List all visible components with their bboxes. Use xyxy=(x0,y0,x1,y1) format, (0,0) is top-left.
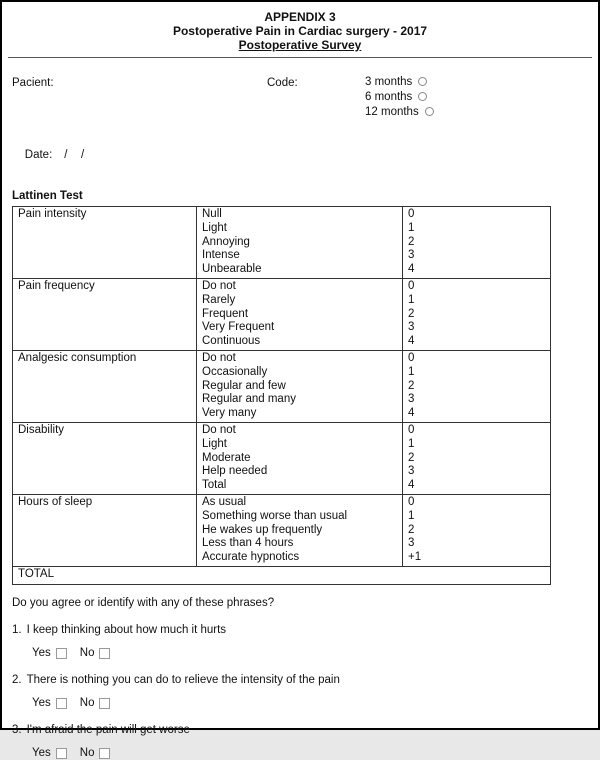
code-option-label: 12 months xyxy=(365,105,419,118)
lattinen-option-label: Very Frequent xyxy=(202,321,275,334)
yes-no-row xyxy=(32,647,588,660)
lattinen-score-value: 2 xyxy=(408,379,415,392)
appendix-title: APPENDIX 3 xyxy=(264,10,336,24)
lattinen-scores-cell xyxy=(403,422,551,494)
patient-label: Pacient: xyxy=(12,77,54,89)
lattinen-score-value: 4 xyxy=(408,335,415,348)
header-divider xyxy=(8,57,592,58)
lattinen-score-value: +1 xyxy=(408,551,422,564)
lattinen-row xyxy=(13,278,551,350)
lattinen-score-value: 1 xyxy=(408,221,415,234)
lattinen-options-cell xyxy=(197,494,403,566)
lattinen-option-label: Continuous xyxy=(202,335,261,348)
lattinen-score-value: 1 xyxy=(408,365,415,378)
lattinen-options-cell xyxy=(197,278,403,350)
lattinen-option-label: Null xyxy=(202,208,222,220)
document-header xyxy=(12,10,588,52)
lattinen-category: Analgesic consumption xyxy=(13,350,197,422)
code-option xyxy=(365,104,434,119)
date-value: / / xyxy=(64,149,86,161)
lattinen-table xyxy=(12,206,551,585)
lattinen-option-label: Light xyxy=(202,221,227,234)
lattinen-score-value: 2 xyxy=(408,235,415,248)
lattinen-option-label: As usual xyxy=(202,495,247,508)
lattinen-option-label: He wakes up frequently xyxy=(202,523,323,536)
lattinen-option-label: Very many xyxy=(202,407,257,420)
yes-checkbox[interactable] xyxy=(56,648,67,659)
no-label: No xyxy=(79,647,95,660)
lattinen-score-value: 4 xyxy=(408,263,415,276)
lattinen-score-value: 2 xyxy=(408,307,415,320)
code-option-label: 6 months xyxy=(365,90,413,103)
lattinen-total-row xyxy=(13,566,551,584)
questions-list xyxy=(12,623,588,760)
lattinen-score-value: 4 xyxy=(408,407,415,420)
lattinen-option-label: Something worse than usual xyxy=(202,509,348,522)
question-text xyxy=(12,723,588,737)
lattinen-option-label: Accurate hypnotics xyxy=(202,551,300,564)
yes-checkbox[interactable] xyxy=(56,748,67,759)
lattinen-score-value: 2 xyxy=(408,523,415,536)
lattinen-score-value: 3 xyxy=(408,249,415,262)
yes-label: Yes xyxy=(32,697,51,710)
lattinen-options-cell xyxy=(197,350,403,422)
lattinen-option-label: Unbearable xyxy=(202,263,262,276)
question-number: 1. xyxy=(12,623,22,636)
question-block xyxy=(12,623,588,660)
identification-row xyxy=(12,74,588,121)
yes-no-row xyxy=(32,747,588,760)
code-option-radio[interactable] xyxy=(418,77,427,86)
question-label: There is nothing you can do to relieve the intensity of the pain xyxy=(26,673,340,686)
code-options-group xyxy=(365,74,434,119)
question-number: 3. xyxy=(12,723,22,736)
lattinen-option-label: Regular and many xyxy=(202,393,296,406)
lattinen-option-label: Do not xyxy=(202,423,236,436)
lattinen-row xyxy=(13,494,551,566)
lattinen-scores-cell xyxy=(403,494,551,566)
code-option-label: 3 months xyxy=(365,75,413,88)
lattinen-row xyxy=(13,350,551,422)
lattinen-score-value: 3 xyxy=(408,393,415,406)
code-option xyxy=(365,74,434,89)
lattinen-title: Lattinen Test xyxy=(12,190,83,202)
lattinen-score-value: 4 xyxy=(408,479,415,492)
lattinen-option-label: Occasionally xyxy=(202,365,268,378)
question-text xyxy=(12,623,588,637)
lattinen-option-label: Help needed xyxy=(202,465,268,478)
no-label: No xyxy=(79,747,95,760)
lattinen-row xyxy=(13,422,551,494)
lattinen-option-label: Moderate xyxy=(202,451,251,464)
lattinen-score-value: 2 xyxy=(408,451,415,464)
lattinen-options-cell xyxy=(197,207,403,279)
lattinen-option-label: Annoying xyxy=(202,235,250,248)
lattinen-option-label: Do not xyxy=(202,351,236,364)
question-text xyxy=(12,673,588,687)
lattinen-score-value: 1 xyxy=(408,293,415,306)
lattinen-category: Hours of sleep xyxy=(13,494,197,566)
document-title: Postoperative Pain in Cardiac surgery - 2017 xyxy=(172,24,428,38)
lattinen-score-value: 0 xyxy=(408,495,415,508)
lattinen-scores-cell xyxy=(403,278,551,350)
lattinen-score-value: 3 xyxy=(408,465,415,478)
lattinen-score-value: 3 xyxy=(408,321,415,334)
yes-label: Yes xyxy=(32,647,51,660)
lattinen-option-label: Regular and few xyxy=(202,379,286,392)
no-checkbox[interactable] xyxy=(99,748,110,759)
lattinen-option-label: Frequent xyxy=(202,307,249,320)
lattinen-score-value: 3 xyxy=(408,537,415,550)
lattinen-scores-cell xyxy=(403,207,551,279)
code-option-radio[interactable] xyxy=(418,92,427,101)
lattinen-score-value: 0 xyxy=(408,423,415,436)
lattinen-option-label: Intense xyxy=(202,249,240,262)
lattinen-score-value: 0 xyxy=(408,279,415,292)
lattinen-options-cell xyxy=(197,422,403,494)
no-label: No xyxy=(79,697,95,710)
lattinen-option-label: Total xyxy=(202,479,227,492)
lattinen-option-label: Less than 4 hours xyxy=(202,537,294,550)
document-subtitle: Postoperative Survey xyxy=(238,38,362,52)
question-block xyxy=(12,673,588,710)
question-label: I keep thinking about how much it hurts xyxy=(26,623,227,636)
code-option xyxy=(365,89,434,104)
yes-checkbox[interactable] xyxy=(56,698,67,709)
lattinen-score-value: 1 xyxy=(408,509,415,522)
no-checkbox[interactable] xyxy=(99,648,110,659)
lattinen-score-value: 0 xyxy=(408,351,415,364)
lattinen-option-label: Rarely xyxy=(202,293,236,306)
lattinen-scores-cell xyxy=(403,350,551,422)
lattinen-row xyxy=(13,207,551,279)
lattinen-score-value: 0 xyxy=(408,208,415,220)
no-checkbox[interactable] xyxy=(99,698,110,709)
questions-intro: Do you agree or identify with any of these phrases? xyxy=(12,596,275,609)
code-label: Code: xyxy=(267,77,298,89)
lattinen-category: Pain intensity xyxy=(13,207,197,279)
lattinen-option-label: Do not xyxy=(202,279,236,292)
question-number: 2. xyxy=(12,673,22,686)
lattinen-total-label: TOTAL xyxy=(13,566,551,584)
yes-no-row xyxy=(32,697,588,710)
date-label: Date: xyxy=(24,149,53,161)
lattinen-category: Disability xyxy=(13,422,197,494)
lattinen-score-value: 1 xyxy=(408,437,415,450)
code-option-radio[interactable] xyxy=(425,107,434,116)
question-label: I'm afraid the pain will get worse xyxy=(26,723,190,736)
lattinen-option-label: Light xyxy=(202,437,227,450)
date-row xyxy=(12,134,588,176)
yes-label: Yes xyxy=(32,747,51,760)
question-block xyxy=(12,723,588,760)
lattinen-category: Pain frequency xyxy=(13,278,197,350)
